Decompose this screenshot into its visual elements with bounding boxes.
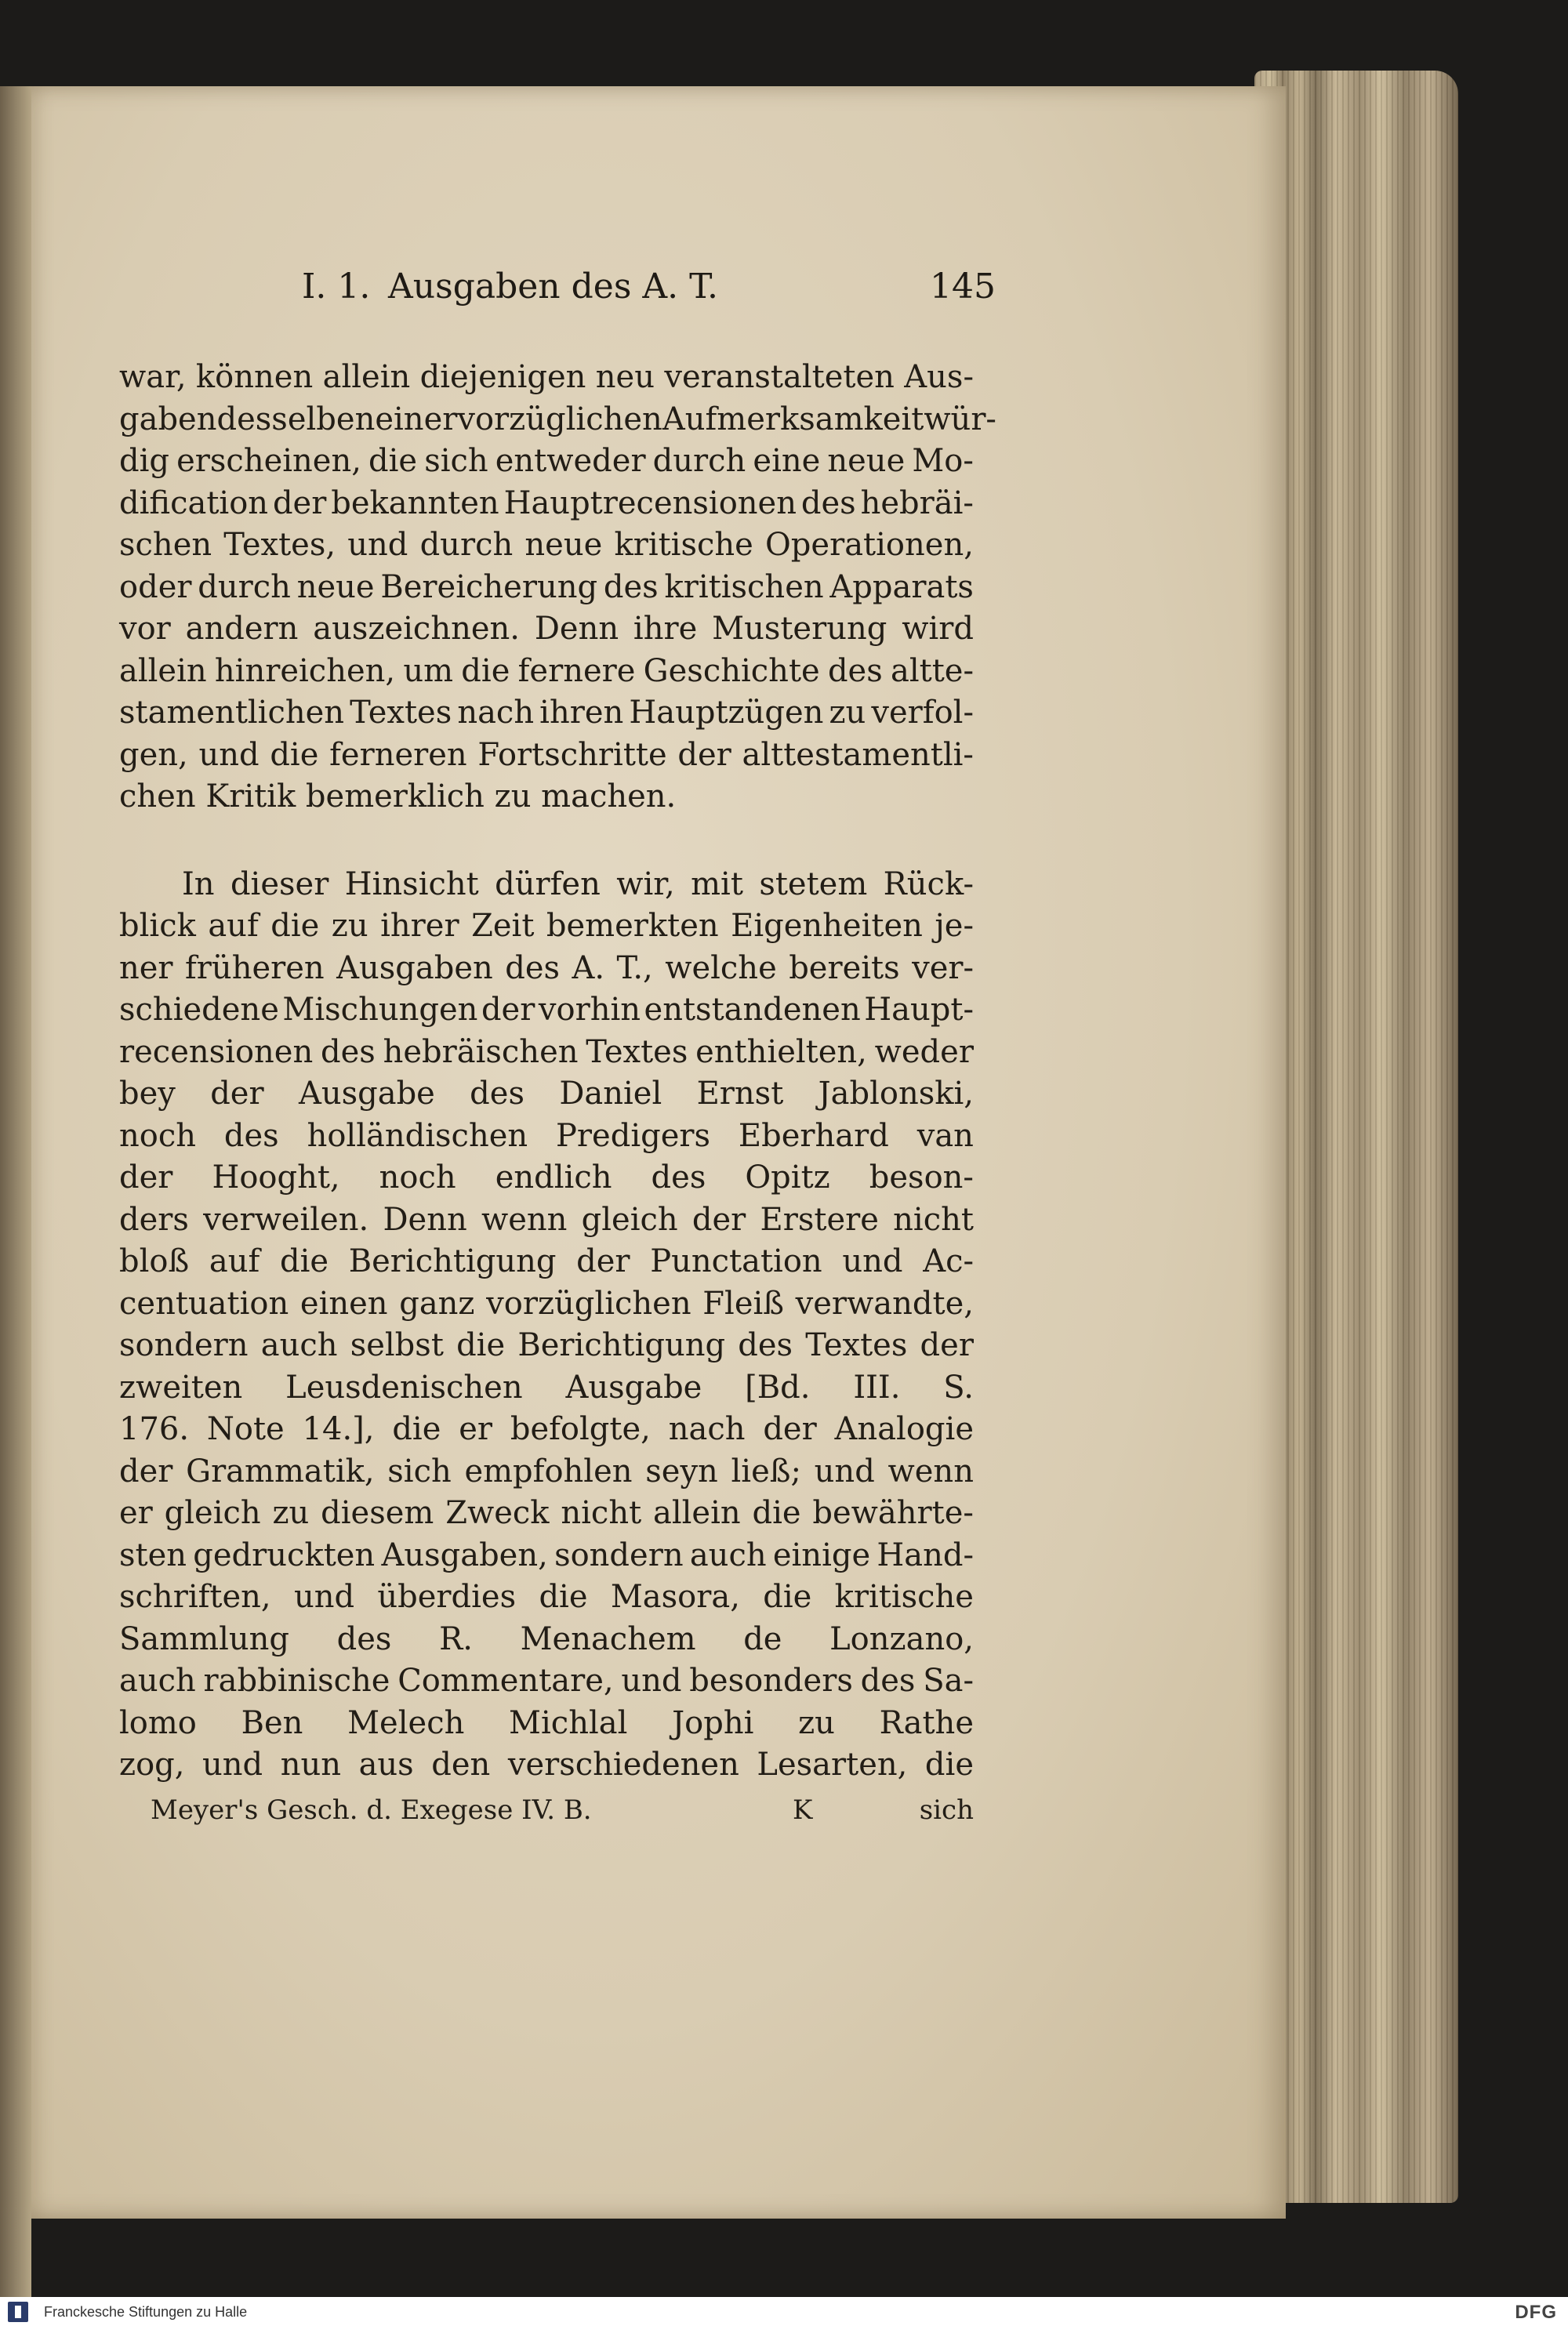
signature-text: Meyer's Gesch. d. Exegese IV. B. [151, 1794, 592, 1826]
facing-page-edge [0, 86, 31, 2297]
text-line: ner früheren Ausgaben des A. T., welche bereits ver- [119, 949, 974, 986]
text-line: oder durch neue Bereicherung des kritischen Apparats [119, 568, 974, 605]
text-line: zog, und nun aus den verschiedenen Lesarten, die [119, 1747, 974, 1783]
text-line: gaben desselben einer vorzüglichen Aufmerksamkeit wür- [119, 401, 996, 437]
attribution-bar [0, 2297, 1568, 2326]
catchword: sich [919, 1794, 974, 1826]
institution-logo-icon [8, 2302, 28, 2322]
paragraph-gap [119, 818, 974, 864]
running-title: Ausgaben des A. T. [388, 267, 719, 307]
dfg-logo: DFG [1515, 2302, 1557, 2323]
text-line: dig erscheinen, die sich entweder durch eine neue Mo- [119, 443, 974, 479]
text-line: schriften, und überdies die Masora, die kritische [119, 1579, 974, 1615]
text-line: ders verweilen. Denn wenn gleich der Erstere nicht [119, 1201, 974, 1238]
text-line: noch des holländischen Predigers Eberhard van [119, 1117, 974, 1154]
text-line: zweiten Leusdenischen Ausgabe [Bd. III. S. [119, 1369, 974, 1406]
text-line: blick auf die zu ihrer Zeit bemerkten Eigenheiten je- [119, 908, 974, 944]
text-line: schiedene Mischungen der vorhin entstandenen Haupt- [119, 992, 974, 1028]
body-text [119, 357, 996, 1831]
text-line: der Hooght, noch endlich des Opitz beson- [119, 1159, 974, 1196]
text-line: schen Textes, und durch neue kritische Operationen, [119, 527, 974, 563]
text-line: recensionen des hebräischen Textes enthielten, weder [119, 1033, 974, 1070]
text-line: chen Kritik bemerklich zu machen. [119, 778, 677, 815]
text-line: bey der Ausgabe des Daniel Ernst Jablonski, [119, 1076, 974, 1112]
text-line: centuation einen ganz vorzüglichen Fleiß verwandte, [119, 1285, 974, 1322]
text-line: auch rabbinische Commentare, und besonders des Sa- [119, 1663, 974, 1699]
text-line: er gleich zu diesem Zweck nicht allein die bewährte- [119, 1495, 974, 1531]
institution-name: Franckesche Stiftungen zu Halle [44, 2304, 248, 2320]
signature-line [119, 1790, 974, 1832]
text-line: bloß auf die Berichtigung der Punctation und Ac- [119, 1243, 974, 1279]
signature-mark: K [792, 1794, 813, 1826]
text-line: war, können allein diejenigen neu veranstalteten Aus- [119, 359, 974, 395]
page-number: 145 [930, 267, 996, 307]
text-line: gen, und die ferneren Fortschritte der alttestamentli- [119, 736, 974, 773]
text-line: sondern auch selbst die Berichtigung des Textes der [119, 1327, 974, 1363]
text-line: vor andern auszeichnen. Denn ihre Musterung wird [119, 611, 974, 647]
text-line: der Grammatik, sich empfohlen seyn ließ; und wenn [119, 1453, 974, 1490]
section-number: I. 1. [302, 267, 371, 307]
text-line: In dieser Hinsicht dürfen wir, mit stetem Rück- [182, 865, 974, 902]
text-line: 176. Note 14.], die er befolgte, nach der Analogie [119, 1411, 974, 1447]
text-line: sten gedruckten Ausgaben, sondern auch einige Hand- [119, 1537, 974, 1573]
text-line: dification der bekannten Hauptrecensionen des hebräi- [119, 484, 974, 521]
text-line: Sammlung des R. Menachem de Lonzano, [119, 1620, 974, 1657]
text-line: allein hinreichen, um die fernere Geschichte des altte- [119, 652, 974, 689]
running-header [149, 267, 996, 314]
text-line: stamentlichen Textes nach ihren Hauptzügen zu verfol- [119, 695, 974, 731]
text-line: lomo Ben Melech Michlal Jophi zu Rathe [119, 1704, 974, 1741]
